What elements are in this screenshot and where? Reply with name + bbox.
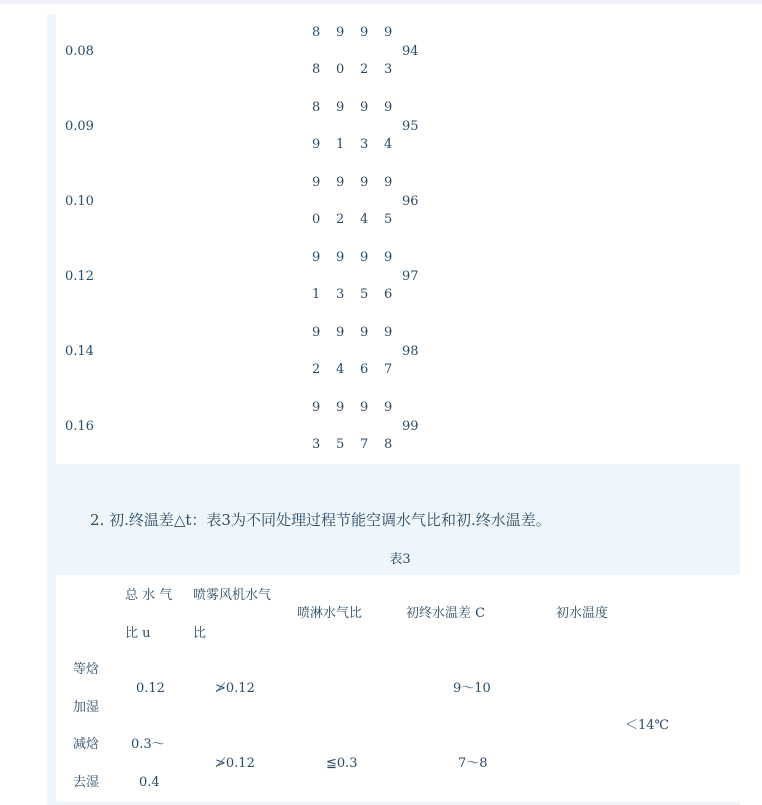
digit-cell: 5 bbox=[336, 437, 345, 452]
ratio-cell: 0.14 bbox=[65, 344, 94, 359]
digit-cell: 9 bbox=[360, 400, 369, 415]
digit-cell: 3 bbox=[360, 137, 369, 152]
digit-cell: 9 bbox=[336, 25, 345, 40]
digit-line-bottom bbox=[312, 137, 408, 153]
digit-cell: 9 bbox=[336, 250, 345, 265]
header-spray-ratio: 喷淋水气比 bbox=[297, 606, 363, 621]
header-fan-ratio-line1: 喷雾风机水气 bbox=[193, 588, 272, 603]
digit-cell: 9 bbox=[360, 175, 369, 190]
header-fan-ratio-line2: 比 bbox=[193, 626, 207, 641]
row2-fan-ratio: ≯0.12 bbox=[215, 756, 255, 771]
digit-line-top bbox=[312, 250, 408, 266]
digit-cell: 9 bbox=[312, 137, 321, 152]
row1-label-line1: 等焓 bbox=[73, 662, 100, 677]
ratio-cell: 0.10 bbox=[65, 194, 94, 209]
digit-cell: 5 bbox=[360, 287, 369, 302]
digit-cell: 9 bbox=[360, 250, 369, 265]
digit-cell: 9 bbox=[360, 25, 369, 40]
digit-cell: 9 bbox=[312, 325, 321, 340]
value-cell: 99 bbox=[402, 419, 419, 434]
digit-cell: 1 bbox=[336, 137, 345, 152]
digit-cell: 3 bbox=[384, 62, 393, 77]
digit-line-top bbox=[312, 25, 408, 41]
digit-cell: 4 bbox=[384, 137, 393, 152]
digit-cell: 6 bbox=[384, 287, 393, 302]
value-cell: 97 bbox=[402, 269, 419, 284]
ratio-cell: 0.09 bbox=[65, 119, 94, 134]
initial-temp-value: ＜14℃ bbox=[625, 718, 670, 733]
row1-temp-diff: 9～10 bbox=[453, 681, 491, 696]
value-cell: 98 bbox=[402, 344, 419, 359]
ratio-cell: 0.08 bbox=[65, 44, 94, 59]
digit-cell: 9 bbox=[336, 325, 345, 340]
digit-line-top bbox=[312, 325, 408, 341]
digit-cell: 7 bbox=[360, 437, 369, 452]
header-total-ratio-line1: 总 水 气 bbox=[125, 588, 173, 603]
digit-cell: 3 bbox=[312, 437, 321, 452]
digit-cell: 0 bbox=[312, 212, 321, 227]
digit-line-top bbox=[312, 100, 408, 116]
digit-line-top bbox=[312, 175, 408, 191]
digit-cell: 9 bbox=[312, 175, 321, 190]
header-temp-diff: 初终水温差 C bbox=[406, 606, 486, 621]
ratio-cell: 0.12 bbox=[65, 269, 94, 284]
digit-cell: 9 bbox=[312, 400, 321, 415]
digit-cell: 2 bbox=[336, 212, 345, 227]
digit-cell: 5 bbox=[384, 212, 393, 227]
digit-cell: 9 bbox=[384, 325, 393, 340]
header-initial-temp: 初水温度 bbox=[556, 606, 609, 621]
digit-cell: 8 bbox=[384, 437, 393, 452]
digit-cell: 9 bbox=[360, 325, 369, 340]
value-cell: 94 bbox=[402, 44, 419, 59]
digit-cell: 9 bbox=[384, 25, 393, 40]
digit-cell: 9 bbox=[312, 250, 321, 265]
row2-spray-ratio: ≦0.3 bbox=[326, 756, 358, 771]
digit-cell: 9 bbox=[336, 100, 345, 115]
digit-cell: 8 bbox=[312, 62, 321, 77]
paragraph-initial-final-temp: 2. 初.终温差△t：表3为不同处理过程节能空调水气比和初.终水温差。 bbox=[90, 511, 551, 529]
top-bar bbox=[0, 0, 762, 4]
digit-cell: 9 bbox=[384, 175, 393, 190]
digit-cell: 1 bbox=[312, 287, 321, 302]
header-total-ratio-line2: 比 u bbox=[125, 626, 151, 641]
row2-total-ratio-line1: 0.3～ bbox=[131, 737, 165, 752]
digit-cell: 9 bbox=[336, 400, 345, 415]
digit-line-bottom bbox=[312, 212, 408, 228]
row2-temp-diff: 7～8 bbox=[458, 756, 488, 771]
digit-cell: 8 bbox=[312, 100, 321, 115]
digit-cell: 9 bbox=[384, 100, 393, 115]
digit-cell: 0 bbox=[336, 62, 345, 77]
table-2-body bbox=[56, 14, 740, 464]
digit-line-bottom bbox=[312, 362, 408, 378]
value-cell: 95 bbox=[402, 119, 419, 134]
digit-cell: 7 bbox=[384, 362, 393, 377]
digit-cell: 4 bbox=[336, 362, 345, 377]
value-cell: 96 bbox=[402, 194, 419, 209]
digit-cell: 9 bbox=[360, 100, 369, 115]
digit-line-top bbox=[312, 400, 408, 416]
digit-cell: 4 bbox=[360, 212, 369, 227]
digit-cell: 9 bbox=[384, 250, 393, 265]
digit-cell: 8 bbox=[312, 25, 321, 40]
digit-cell: 6 bbox=[360, 362, 369, 377]
row2-label-line1: 减焓 bbox=[73, 737, 100, 752]
digit-cell: 2 bbox=[360, 62, 369, 77]
digit-line-bottom bbox=[312, 287, 408, 303]
digit-cell: 9 bbox=[384, 400, 393, 415]
digit-line-bottom bbox=[312, 62, 408, 78]
row1-fan-ratio: ≯0.12 bbox=[215, 681, 255, 696]
digit-cell: 2 bbox=[312, 362, 321, 377]
ratio-cell: 0.16 bbox=[65, 419, 94, 434]
digit-line-bottom bbox=[312, 437, 408, 453]
digit-cell: 3 bbox=[336, 287, 345, 302]
row1-label-line2: 加湿 bbox=[73, 700, 100, 715]
row2-label-line2: 去湿 bbox=[73, 775, 100, 790]
row2-total-ratio-line2: 0.4 bbox=[139, 775, 160, 790]
row1-total-ratio: 0.12 bbox=[136, 681, 165, 696]
digit-cell: 9 bbox=[336, 175, 345, 190]
table-3-caption: 表3 bbox=[389, 552, 411, 567]
